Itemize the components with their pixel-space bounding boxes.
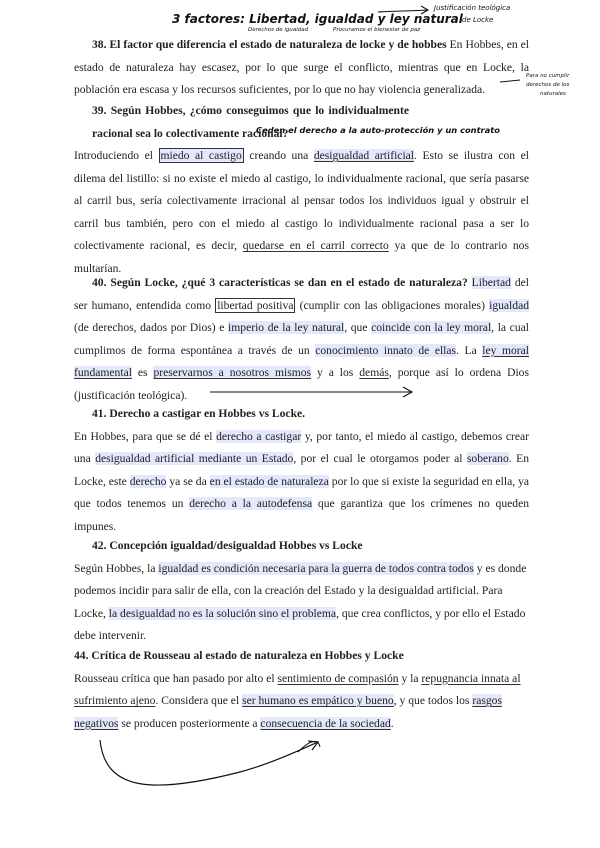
question-38-heading: 38. El factor que diferencia el estado de naturaleza de locke y de hobbes <box>92 38 447 51</box>
text-span: , porque así lo ordena Dios (justificación teológica). <box>74 366 529 402</box>
text-span: ya se da <box>166 474 210 488</box>
text-span: (cumplir con las obligaciones morales) <box>295 298 490 312</box>
text-span: y, por tanto, el miedo al castigo, debemos crear una <box>74 429 529 465</box>
text-span: creando una <box>243 149 314 162</box>
text-span: y es donde podemos incidir para salir de ella, con la creación del Estado y la desigualdad artificial. Para Locke, <box>74 561 527 620</box>
text-span: del ser humano, entendida como <box>74 276 529 312</box>
handwritten-note-locke: de Locke <box>462 16 494 24</box>
highlight-term: igualdad es condición necesaria para la guerra de todos contra todos <box>158 561 474 575</box>
question-44 <box>74 645 529 735</box>
highlight-term: derecho a la autodefensa <box>189 497 313 510</box>
text-span: ya que de lo contrario nos multarían. <box>74 239 529 275</box>
underlined-term: ley moral fundamental <box>74 343 529 379</box>
handwritten-margin-note-2: derechos de los <box>526 82 570 88</box>
text-span: , por el cual le otorgamos poder al <box>293 452 467 465</box>
handwritten-note-factors: 3 factores: Libertad, igualdad y ley natural <box>172 12 463 26</box>
question-39 <box>74 100 529 280</box>
question-39-heading: 39. Según Hobbes, ¿cómo conseguimos que lo individualmente racional sea lo colectivamente racional? <box>92 104 409 140</box>
handwritten-margin-note-1: Para no cumplir <box>526 73 570 79</box>
text-span: se producen posteriormente a <box>118 716 261 730</box>
highlight-term: imperio de la ley natural <box>228 321 345 334</box>
highlight-term: conocimiento innato de ellas <box>315 343 457 357</box>
underlined-term: consecuencia de la sociedad <box>260 716 391 730</box>
question-38-text: En Hobbes, en el estado de naturaleza hay escasez, por lo que surge el conflicto, mientras que en Locke, la población era escasa y los recursos suficientes, por lo que no hay violencia generalizada. <box>74 38 529 96</box>
text-span: y la <box>398 671 422 685</box>
text-span: En Hobbes, para que se dé el <box>74 429 217 443</box>
text-span: (de derechos, dados por Dios) e <box>74 321 229 334</box>
question-44-heading: 44. Crítica de Rousseau al estado de naturaleza en Hobbes y Locke <box>74 649 404 662</box>
text-span: . La <box>456 343 483 357</box>
handwritten-note-contract: Ceden el derecho a la auto-protección y un contrato <box>256 125 500 135</box>
highlight-term: Libertad <box>471 276 511 289</box>
text-span: , que crea conflictos, y por ello el Estado debe intervenir. <box>74 606 526 642</box>
handwritten-note-theological: Justificación teológica <box>434 4 511 12</box>
text-span: . Esto se ilustra con el dilema del listillo: si no existe el miedo al castigo, lo individualmente racional, que sería pasarse al carril bus, sería colectivamente irracional al pensar todos los individuos igual y obstruir el carril bus también, pero con el miedo al castigo lo individualmente racional pasa a ser lo colectivamente racional, es decir, <box>74 149 530 252</box>
boxed-term: miedo al castigo <box>160 149 242 162</box>
question-38 <box>74 34 529 102</box>
highlight-term: la desigualdad no es la solución sino el problema <box>108 606 337 620</box>
question-40-heading: 40. Según Locke, ¿qué 3 características se dan en el estado de naturaleza? <box>92 276 468 289</box>
handwritten-note-equality: Derechos de igualdad <box>248 27 309 33</box>
question-40 <box>74 272 529 407</box>
underlined-term: sentimiento de compasión <box>277 671 399 685</box>
highlight-term: en el estado de naturaleza <box>209 474 329 488</box>
text-span: . Considera que el <box>155 694 243 707</box>
highlight-term: derecho <box>129 474 167 488</box>
question-41-heading: 41. Derecho a castigar en Hobbes vs Locke. <box>92 407 306 420</box>
text-span: , que <box>344 321 372 334</box>
text-span: por lo que si existe la seguridad en ella, ya que todos tenemos un <box>74 474 530 510</box>
text-span: . <box>390 716 394 730</box>
underlined-term: quedarse en el carril correcto <box>242 239 389 252</box>
arrow-consequence <box>100 740 318 785</box>
boxed-term: libertad positiva <box>217 298 294 312</box>
question-42 <box>74 535 529 648</box>
text-span: Según Hobbes, la <box>74 561 159 575</box>
text-span: . En Locke, este <box>74 452 530 488</box>
underlined-term: preservarnos a nosotros mismos <box>153 366 312 379</box>
text-span: Introduciendo el <box>74 149 159 162</box>
text-span: , y que todos los <box>393 694 473 707</box>
underlined-term: ser humano es empático y bueno <box>242 694 394 707</box>
highlight-term: coincide con la ley moral <box>371 321 492 334</box>
underlined-term: repugnancia innata al sufrimiento ajeno <box>74 671 521 707</box>
highlight-term: igualdad <box>489 298 530 312</box>
underlined-term: desigualdad artificial <box>313 149 415 162</box>
ink-squiggle <box>298 741 320 752</box>
highlight-term: desigualdad artificial mediante un Estado <box>95 452 294 465</box>
text-span: y a los <box>311 366 360 379</box>
highlight-term: derecho a castigar <box>216 429 302 443</box>
question-42-heading: 42. Concepción igualdad/desigualdad Hobbes vs Locke <box>92 539 363 552</box>
text-span: Rousseau crítica que han pasado por alto el <box>74 671 278 685</box>
text-span: es <box>131 366 154 379</box>
question-41 <box>74 403 529 538</box>
text-span: , la cual cumplimos de forma espontánea a través de un <box>74 321 529 357</box>
underlined-term: demás <box>359 366 389 379</box>
underlined-term: rasgos negativos <box>74 694 502 730</box>
highlight-term: soberano <box>466 452 509 465</box>
text-span: que garantiza que los crímenes no queden impunes. <box>74 497 530 533</box>
handwritten-note-peace: Procuramos el bienestar de paz <box>333 27 421 33</box>
handwritten-margin-note-3: naturales <box>540 91 566 97</box>
